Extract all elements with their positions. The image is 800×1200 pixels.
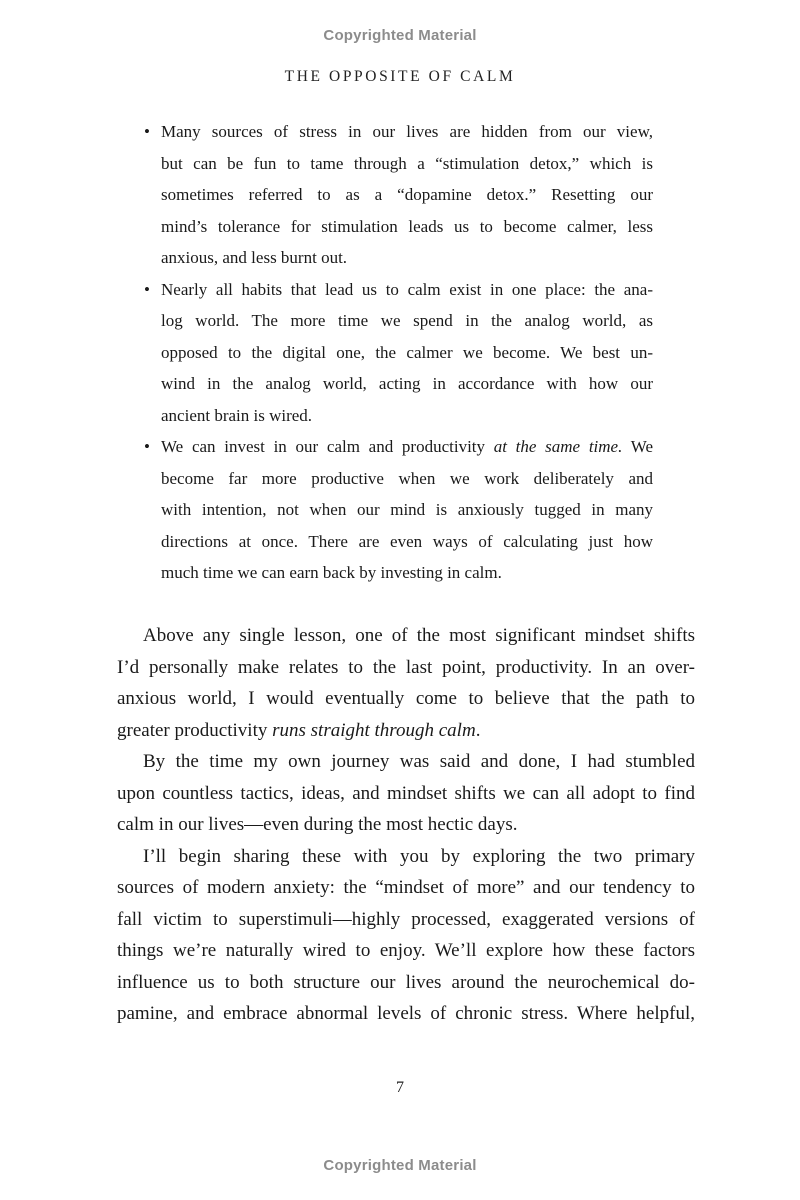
text-line: log world. The more time we spend in the analog world, as bbox=[161, 311, 653, 330]
paragraph bbox=[117, 841, 695, 1030]
text-line: directions at once. There are even ways of calculating just how bbox=[161, 531, 653, 551]
text-line: things we’re naturally wired to enjoy. We’ll explore how these factors bbox=[117, 940, 695, 961]
text-line: • Many sources of stress in our lives are hidden from our view, bbox=[161, 122, 653, 141]
text-line: sources of modern anxiety: the “mindset of more” and our tendency to bbox=[117, 877, 695, 898]
text-segment: greater productivity bbox=[117, 719, 273, 741]
text-line: influence us to both structure our lives around the neurochemical do- bbox=[117, 971, 695, 993]
running-head: THE OPPOSITE OF CALM bbox=[284, 68, 516, 85]
page-number: 7 bbox=[396, 1079, 404, 1096]
text-line: but can be fun to tame through a “stimulation detox,” which is bbox=[161, 153, 653, 173]
text-line bbox=[117, 715, 695, 747]
text-segment: . bbox=[475, 719, 481, 741]
text-line: I’ll begin sharing these with you by exploring the two primary bbox=[143, 845, 695, 867]
paragraph bbox=[117, 620, 695, 746]
bullet-item bbox=[143, 116, 653, 274]
text-line: upon countless tactics, ideas, and mindset shifts we can all adopt to find bbox=[117, 782, 695, 804]
copyright-watermark-bottom: Copyrighted Material bbox=[323, 1157, 477, 1174]
text-line: fall victim to superstimuli—highly processed, exaggerated versions of bbox=[117, 908, 695, 930]
text-line: Above any single lesson, one of the most significant mindset shifts bbox=[143, 625, 695, 646]
bullet-item bbox=[143, 431, 653, 589]
text-line: wind in the analog world, acting in accordance with how our bbox=[161, 374, 653, 393]
text-line: with intention, not when our mind is anxiously tugged in many bbox=[161, 500, 653, 519]
text-line: • Nearly all habits that lead us to calm exist in one place: the ana- bbox=[161, 279, 653, 299]
text-line: pamine, and embrace abnormal levels of chronic stress. Where helpful, bbox=[117, 1003, 695, 1024]
text-segment: We bbox=[622, 437, 653, 456]
text-line: opposed to the digital one, the calmer we become. We best un- bbox=[161, 342, 653, 362]
text-line: anxious, and less burnt out. bbox=[161, 248, 348, 267]
text-line: become far more productive when we work deliberately and bbox=[161, 468, 653, 488]
text-line: I’d personally make relates to the last point, productivity. In an over- bbox=[117, 656, 695, 678]
text-line: calm in our lives—even during the most hectic days. bbox=[117, 814, 518, 835]
text-line: ancient brain is wired. bbox=[161, 405, 313, 425]
text-segment: We can invest in our calm and productivity bbox=[161, 437, 494, 456]
text-line: mind’s tolerance for stimulation leads us to become calmer, less bbox=[161, 216, 653, 236]
text-line: much time we can earn back by investing in calm. bbox=[161, 563, 502, 582]
paragraph bbox=[117, 746, 695, 841]
text-line: anxious world, I would eventually come to believe that the path to bbox=[117, 688, 695, 709]
italic-emphasis: at the same time. bbox=[493, 437, 623, 456]
bullet-list bbox=[143, 116, 653, 589]
copyright-watermark-top: Copyrighted Material bbox=[323, 27, 477, 44]
text-line: By the time my own journey was said and done, I had stumbled bbox=[143, 751, 695, 772]
text-line bbox=[161, 431, 653, 463]
bullet-item bbox=[143, 274, 653, 432]
italic-emphasis: runs straight through calm bbox=[272, 719, 476, 741]
text-line: sometimes referred to as a “dopamine detox.” Resetting our bbox=[161, 185, 653, 204]
body-text bbox=[117, 620, 695, 1030]
